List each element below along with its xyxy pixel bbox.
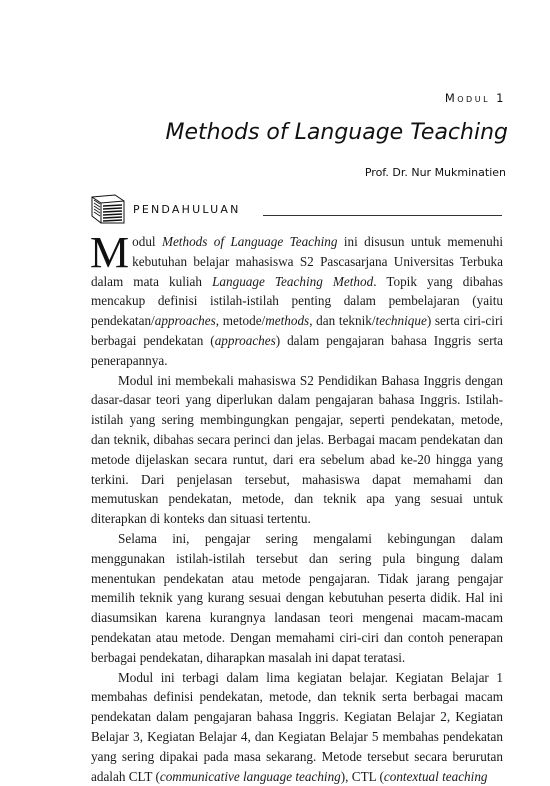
- paragraph-4: [91, 668, 503, 786]
- body-text: [90, 228, 504, 786]
- book-stack-icon: [91, 194, 125, 224]
- emphasis: Methods of Language Teaching: [161, 234, 338, 249]
- author-name: Prof. Dr. Nur Mukminatien: [364, 166, 506, 179]
- text-run: , dan teknik/: [309, 313, 376, 329]
- text-run: ) dalam pengajaran bahasa Inggris serta penerapannya.: [91, 332, 503, 368]
- text-run: . Topik yang dibahas mencakup definisi istilah-istilah penting dalam pembelajaran (yaitu pendekatan/: [91, 273, 504, 329]
- paragraph-1: [90, 228, 504, 371]
- emphasis: approaches: [154, 313, 216, 329]
- paragraph-2: Modul ini membekali mahasiswa S2 Pendidikan Bahasa Inggris dengan dasar-dasar teori yang diperlukan dalam pengajaran bahasa Inggris. Istilah-istilah yang sering membingungkan pengajar, seperti pendekatan, metode, dan teknik, dibahas secara perinci dan jelas. Berbagai macam pendekatan dan metode dijelaskan secara runtut, dari era sebelum abad ke-20 hingga yang terkini. Dari penjelasan tersebut, mahasiswa dapat memahami dan memutuskan pendekatan, metode, dan teknik apa yang sesuai untuk diterapkan di konteks dan situasi tertentu.: [91, 372, 503, 527]
- emphasis: contextual teaching: [383, 768, 488, 784]
- text-run: Modul ini terbagi dalam lima kegiatan belajar. Kegiatan Belajar 1 membahas definisi pendekatan, metode, dan teknik serta berbagai macam pendekatan dalam pengajaran bahasa Inggris. Kegiatan Belajar 2, Kegiatan Belajar 3, Kegiatan Belajar 4, dan Kegiatan Belajar 5 membahas pendekatan yang sering dipakai pada masa sekarang. Metode tersebut secara berurutan adalah CLT (: [91, 669, 503, 784]
- text-run: ini disusun untuk memenuhi kebutuhan belajar mahasiswa S2 Pascasarjana Universitas Terbuka dalam mata kuliah: [91, 234, 503, 289]
- emphasis: Language Teaching Method: [212, 273, 374, 289]
- text-run: , metode/: [215, 313, 266, 329]
- emphasis: technique: [375, 313, 427, 329]
- emphasis: communicative language teaching: [159, 768, 341, 784]
- section-divider: [263, 215, 502, 216]
- page-title: Methods of Language Teaching: [165, 120, 508, 145]
- emphasis: methods: [265, 313, 310, 329]
- text-run: odul: [132, 234, 162, 249]
- paragraph-3: Selama ini, pengajar sering mengalami kebingungan dalam menggunakan istilah-istilah tersebut dan sering pula bingung dalam menentukan pendekatan atau metode pengajaran. Tidak jarang pengajar memilih teknik yang kurang sesuai dengan kebutuhan peserta didik. Hal ini diasumsikan karena kurangnya landasan teori mengenai macam-macam pendekatan atau metode. Dengan memahami ciri-ciri dan contoh penerapan berbagai pendekatan, diharapkan masalah ini dapat teratasi.: [91, 530, 503, 665]
- text-run: ) serta ciri-ciri berbagai pendekatan (: [91, 313, 504, 348]
- section-title: PENDAHULUAN: [133, 203, 241, 216]
- drop-cap: M: [90, 228, 130, 277]
- emphasis: approaches: [214, 332, 276, 348]
- section-header: [91, 194, 502, 224]
- text-run: ), CTL (: [340, 768, 384, 784]
- module-label: Modul 1: [444, 91, 506, 105]
